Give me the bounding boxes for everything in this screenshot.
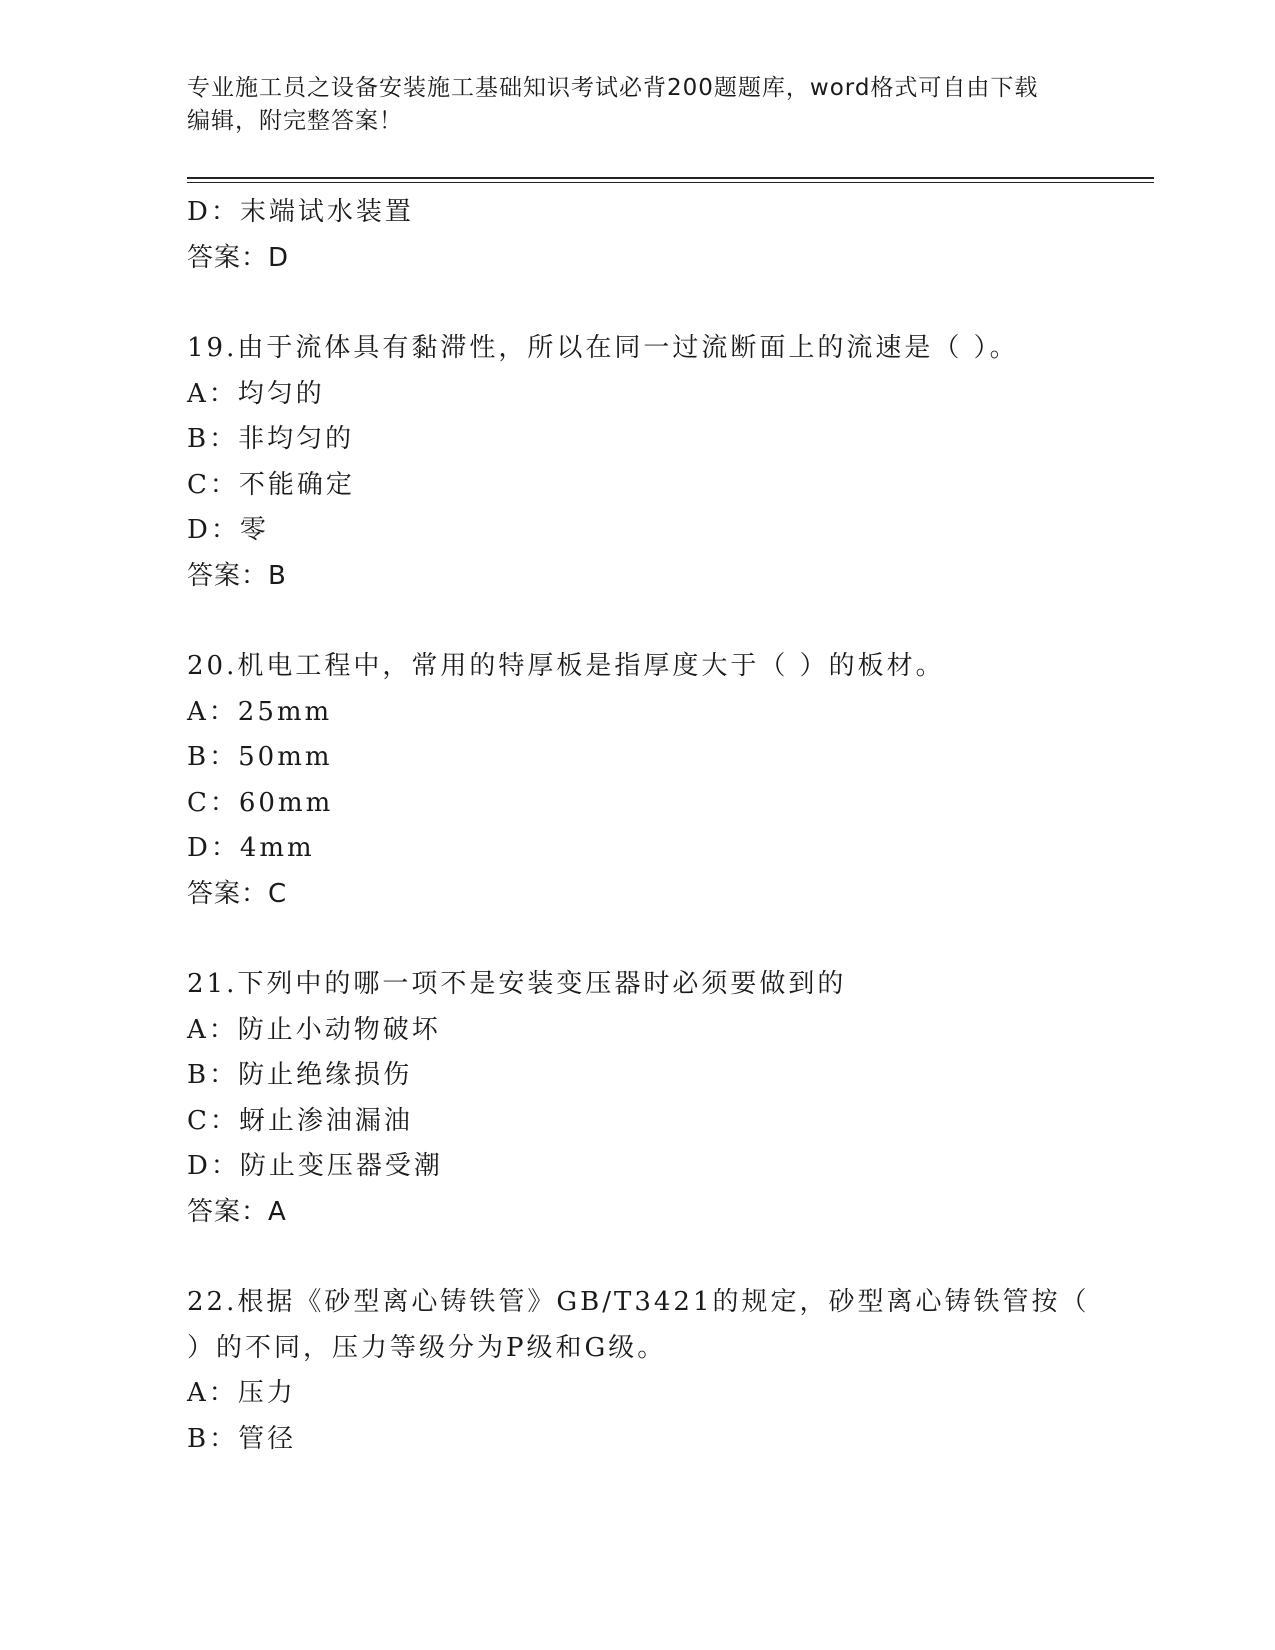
header-rule-thin (187, 182, 1154, 183)
option-a: A：均匀的 (187, 378, 325, 409)
question-block (187, 326, 1154, 599)
option-d: D：4mm (187, 833, 315, 863)
option-a: A：防止小动物破坏 (187, 1014, 441, 1045)
spacer (187, 281, 1154, 326)
header-rule-thick (187, 177, 1154, 179)
spacer (187, 1235, 1154, 1280)
question-block (187, 962, 1154, 1235)
answer: 答案：A (187, 1196, 287, 1227)
header-line-2: 编辑，附完整答案！ (187, 108, 403, 134)
option-b: B：管径 (187, 1423, 297, 1454)
option-c: C：蚜止渗油漏油 (187, 1105, 413, 1136)
question-text-continued: ）的不同，压力等级分为P级和G级。 (187, 1332, 667, 1363)
spacer (187, 917, 1154, 962)
answer: 答案：D (187, 242, 290, 273)
option-d: D：末端试水装置 (187, 197, 414, 227)
header-line-1: 专业施工员之设备安装施工基础知识考试必背200题题库，word格式可自由下载 (187, 75, 1039, 101)
option-b: B：防止绝缘损伤 (187, 1060, 413, 1090)
option-a: A：25mm (187, 696, 333, 727)
option-c: C：60mm (187, 787, 334, 818)
option-b: B：非均匀的 (187, 424, 355, 454)
option-a: A：压力 (187, 1378, 296, 1408)
question-list (187, 190, 1154, 1462)
answer: 答案：B (187, 560, 287, 591)
option-c: C：不能确定 (187, 469, 355, 500)
question-text: 22.根据《砂型离心铸铁管》GB/T3421的规定，砂型离心铸铁管按（ (187, 1287, 1090, 1317)
question-block (187, 1280, 1154, 1462)
option-d: D：零 (187, 515, 269, 545)
spacer (187, 599, 1154, 644)
question-block (187, 644, 1154, 917)
answer: 答案：C (187, 878, 288, 909)
option-b: B：50mm (187, 742, 333, 772)
document-header (187, 72, 1067, 138)
question-text: 20.机电工程中，常用的特厚板是指厚度大于（ ）的板材。 (187, 651, 945, 681)
option-d: D：防止变压器受潮 (187, 1151, 443, 1181)
question-text: 21.下列中的哪一项不是安装变压器时必须要做到的 (187, 969, 847, 999)
question-text: 19.由于流体具有黏滞性，所以在同一过流断面上的流速是（ ）。 (187, 333, 1019, 363)
